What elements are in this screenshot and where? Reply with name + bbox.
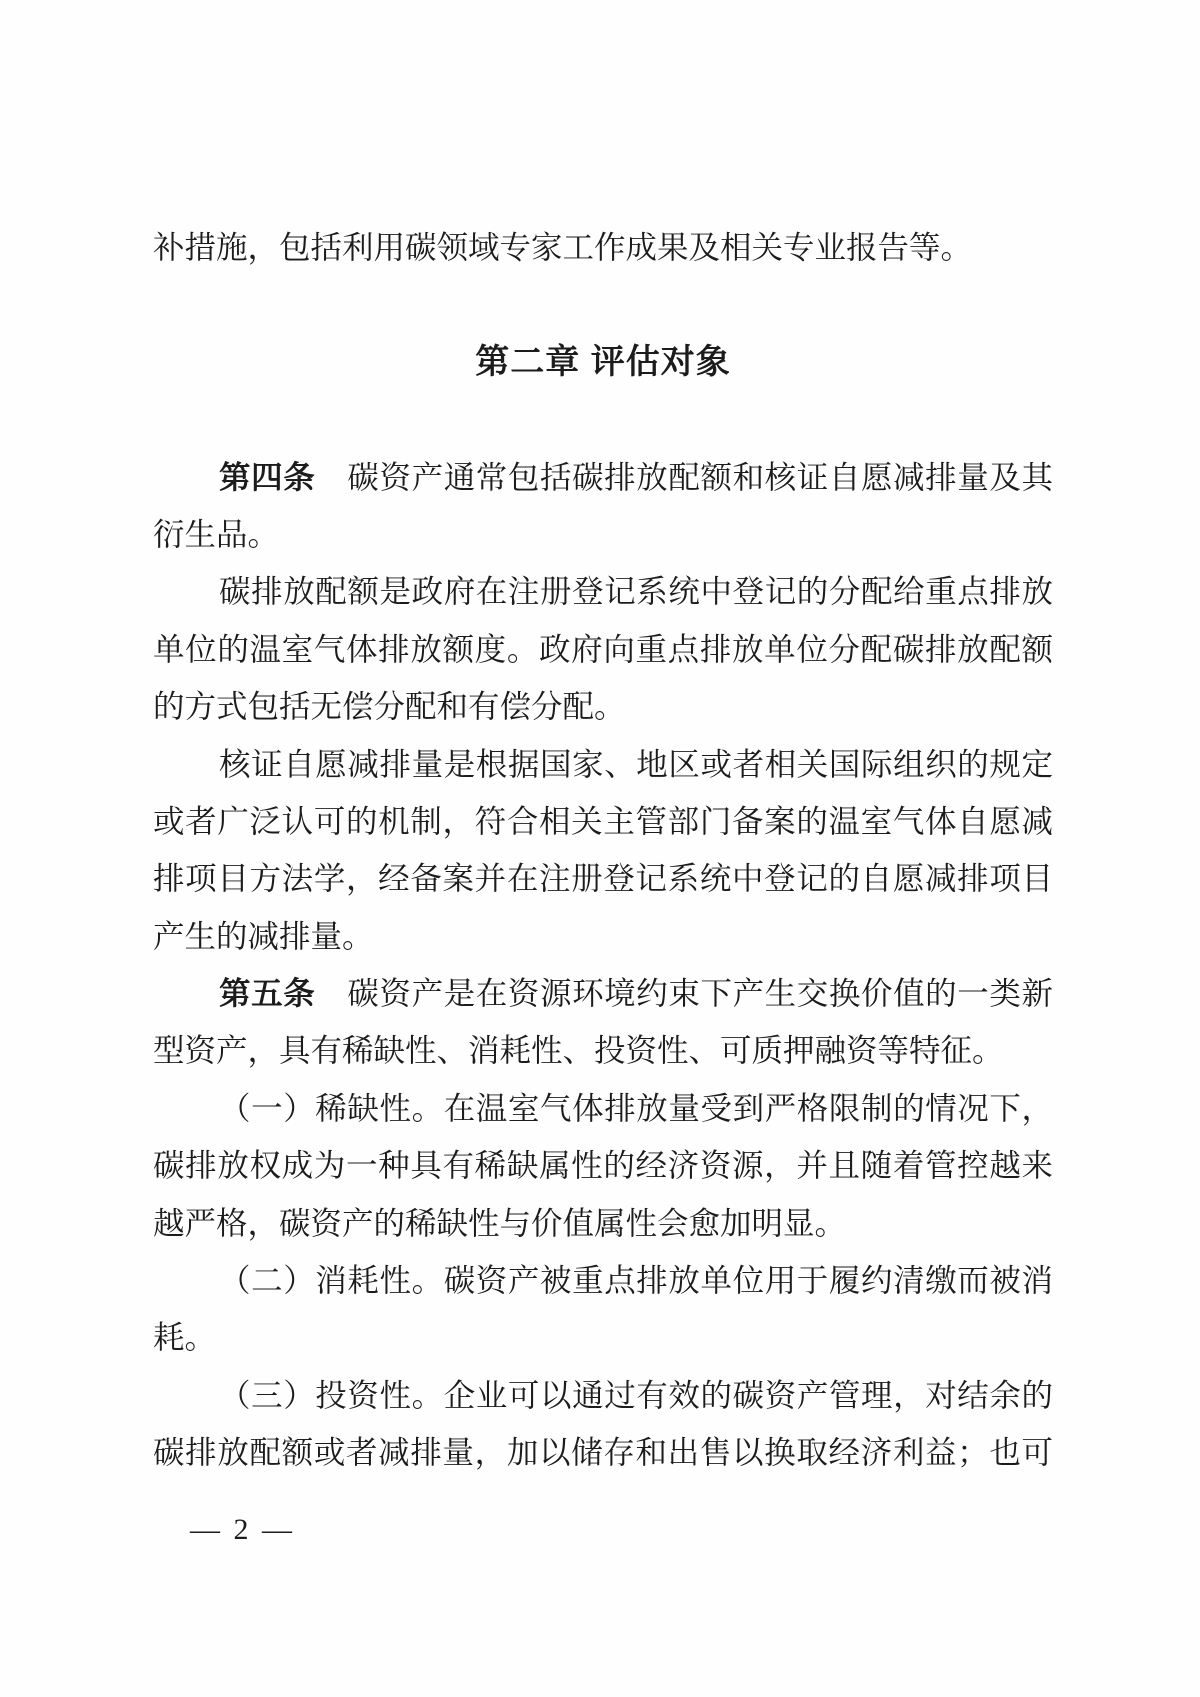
text-line: 核证自愿减排量是根据国家、地区或者相关国际组织的规定 — [219, 746, 1053, 782]
text-line: 越严格，碳资产的稀缺性与价值属性会愈加明显。 — [153, 1205, 847, 1241]
document-content — [153, 219, 1053, 1482]
text-line: 排项目方法学，经备案并在注册登记系统中登记的自愿减排项目 — [153, 861, 1053, 897]
text-line: 碳排放配额或者减排量，加以储存和出售以换取经济利益；也可 — [153, 1435, 1053, 1471]
text-line: 型资产，具有稀缺性、消耗性、投资性、可质押融资等特征。 — [153, 1033, 1004, 1069]
text-line: 衍生品。 — [153, 516, 280, 552]
article-number: 第五条 — [219, 976, 316, 1012]
text-line: 碳排放权成为一种具有稀缺属性的经济资源，并且随着管控越来 — [153, 1148, 1053, 1184]
chapter-heading: 第二章 评估对象 — [475, 342, 731, 381]
text-line: 耗。 — [153, 1320, 217, 1356]
page-number: — 2 — — [190, 1513, 295, 1546]
text-line: 碳排放配额是政府在注册登记系统中登记的分配给重点排放 — [219, 574, 1053, 610]
text-line — [153, 965, 1053, 1022]
text-line: 或者广泛认可的机制，符合相关主管部门备案的温室气体自愿减 — [153, 803, 1053, 839]
text-line: （二）消耗性。碳资产被重点排放单位用于履约清缴而被消 — [219, 1263, 1053, 1299]
article-text: 碳资产是在资源环境约束下产生交换价值的一类新 — [315, 976, 1053, 1012]
text-line — [153, 449, 1053, 506]
text-line: 补措施，包括利用碳领域专家工作成果及相关专业报告等。 — [153, 230, 973, 265]
text-line: 单位的温室气体排放额度。政府向重点排放单位分配碳排放配额 — [153, 631, 1053, 667]
article-text: 碳资产通常包括碳排放配额和核证自愿减排量及其 — [315, 459, 1053, 495]
text-line: 的方式包括无偿分配和有偿分配。 — [153, 689, 626, 725]
blank-line — [153, 391, 1053, 448]
article-number: 第四条 — [219, 459, 316, 495]
blank-line — [153, 276, 1053, 333]
text-line: （一）稀缺性。在温室气体排放量受到严格限制的情况下， — [219, 1090, 1053, 1126]
text-line: （三）投资性。企业可以通过有效的碳资产管理，对结余的 — [219, 1377, 1053, 1413]
text-line: 产生的减排量。 — [153, 918, 374, 954]
